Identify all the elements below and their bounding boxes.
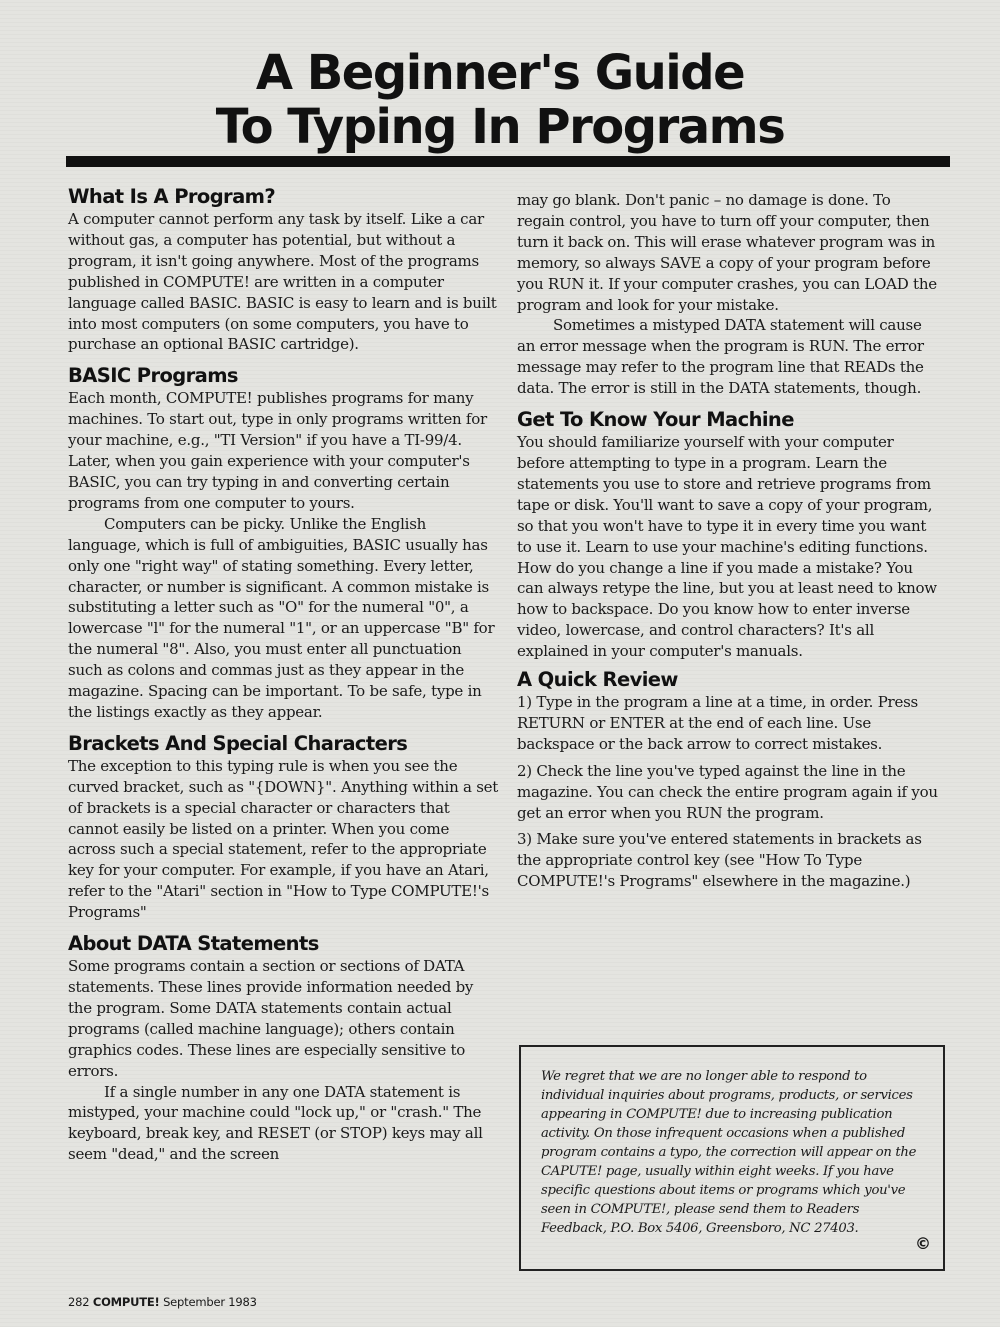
page-title-line-1: A Beginner's Guide	[255, 45, 745, 101]
heading-basic-programs: BASIC Programs	[68, 364, 238, 388]
footer-magazine-name: COMPUTE!	[92, 1295, 160, 1309]
heading-brackets: Brackets And Special Characters	[68, 731, 408, 755]
title-rule	[66, 156, 950, 167]
paragraph-know-your-machine: You should familiarize yourself with your computer before attempting to type in a program. Learn the statements you use to store and retrieve programs from tape or disk. You'll want to save a copy of your program, so that you won't have to type it in every time you want to use it. Learn to use your machine's editing functions. How do you change a line if you made a mistake? You can always retype the line, but you at least need to know how to backspace. Do you know how to enter inverse video, lowercase, and control characters? It's all explained in your computer's manuals.	[517, 433, 937, 661]
paragraph-data-statements-1: Some programs contain a section or sections of DATA statements. These lines provide information needed by the program. Some DATA statements contain actual programs (called machine language); others contain graphics codes. These lines are especially sensitive to errors.	[68, 957, 474, 1080]
footer-issue-date: September 1983	[163, 1295, 257, 1309]
editorial-notice-box	[519, 1045, 945, 1271]
review-item-1: 1) Type in the program a line at a time, in order. Press RETURN or ENTER at the end of each line. Use backspace or the back arrow to correct mistakes.	[517, 693, 918, 753]
review-item-2: 2) Check the line you've typed against the line in the magazine. You can check the entire program again if you get an error when you RUN the program.	[517, 761, 938, 822]
left-column	[68, 185, 500, 1165]
right-column	[517, 190, 941, 892]
heading-know-your-machine: Get To Know Your Machine	[517, 408, 794, 432]
paragraph-data-statements-4: Sometimes a mistyped DATA statement will cause an error message when the program is RUN. The error message may refer to the program line that READs the data. The error is still in the DATA statements, though.	[517, 316, 924, 398]
heading-what-is-a-program: What Is A Program?	[68, 185, 276, 208]
page-title-line-2: To Typing In Programs	[215, 99, 785, 155]
page-number: 282	[68, 1295, 90, 1309]
paragraph-what-is-a-program: A computer cannot perform any task by itself. Like a car without gas, a computer has potential, but without a program, it isn't going anywhere. Most of the programs published in COMPUTE! are written in a computer language called BASIC. BASIC is easy to learn and is built into most computers (on some computers, you have to purchase an optional BASIC cartridge).	[68, 210, 497, 354]
paragraph-data-statements-3: may go blank. Don't panic – no damage is done. To regain control, you have to turn off your computer, then turn it back on. This will erase whatever program was in memory, so always SAVE a copy of your program before you RUN it. If your computer crashes, you can LOAD the program and look for your mistake.	[517, 191, 937, 314]
copyright-icon: ©	[915, 1234, 931, 1253]
paragraph-brackets: The exception to this typing rule is when you see the curved bracket, such as "{DOWN}". Anything within a set of brackets is a special character or characters that cannot easily be listed on a printer. When you come across such a special statement, refer to the appropriate key for your computer. For example, if you have an Atari, refer to the "Atari" section in "How to Type COMPUTE!'s Programs"	[68, 756, 499, 922]
paragraph-basic-programs-2: Computers can be picky. Unlike the English language, which is full of ambiguities, BASIC usually has only one "right way" of stating something. Every letter, character, or number is significant. A common mistake is substituting a letter such as "O" for the numeral "0", a lowercase "l" for the numeral "1", or an uppercase "B" for the numeral "8". Also, you must enter all punctuation such as colons and commas just as they appear in the magazine. Spacing can be important. To be safe, type in the listings exactly as they appear.	[68, 514, 495, 721]
heading-quick-review: A Quick Review	[517, 668, 678, 692]
page-footer	[68, 1295, 257, 1309]
paragraph-basic-programs-1: Each month, COMPUTE! publishes programs for many machines. To start out, type in only programs written for your machine, e.g., "TI Version" if you have a TI-99/4. Later, when you gain experience with your computer's BASIC, you can try typing in and converting certain programs from one computer to yours.	[68, 389, 487, 512]
heading-data-statements: About DATA Statements	[68, 932, 319, 956]
editorial-notice-text: We regret that we are no longer able to respond to individual inquiries about programs, products, or services appearing in COMPUTE! due to increasing publication activity. On those infrequent occasions when a published program contains a typo, the correction will appear on the CAPUTE! page, usually within eight weeks. If you have specific questions about items or programs which you've seen in COMPUTE!, please send them to Readers Feedback, P.O. Box 5406, Greensboro, NC 27403.	[541, 1069, 917, 1236]
review-item-3: 3) Make sure you've entered statements in brackets as the appropriate control key (see "How To Type COMPUTE!'s Programs" elsewhere in the magazine.)	[517, 830, 922, 891]
paragraph-data-statements-2: If a single number in any one DATA statement is mistyped, your machine could "lock up," or "crash." The keyboard, break key, and RESET (or STOP) keys may all seem "dead," and the screen	[68, 1082, 483, 1164]
